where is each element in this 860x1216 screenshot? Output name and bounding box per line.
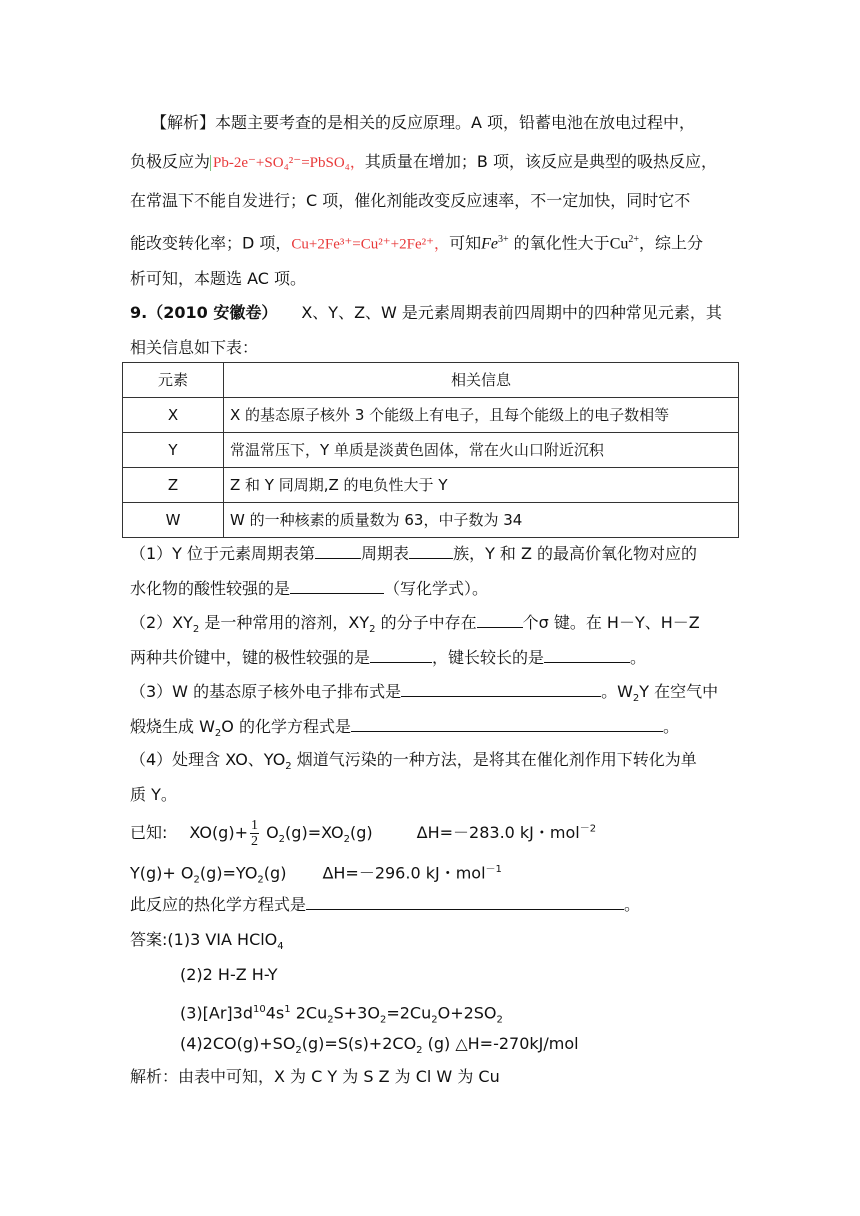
part3-line-2: 煅烧生成 $W_2O$ 的化学方程式是 。 xyxy=(130,717,679,740)
table-row xyxy=(123,468,739,503)
answer-line-4: $(4)2CO(g)+SO_2(g)=S(s)+2CO_2$ (g) △H=-270kJ/mol xyxy=(180,1034,579,1057)
blank-roast-equation[interactable] xyxy=(351,715,663,732)
table-cell-element: X xyxy=(123,398,224,433)
analysis-line-3: 在常温下不能自发进行；C 项，催化剂能改变反应速率，不一定加快，同时它不 xyxy=(130,191,691,210)
thermo-question: 此反应的热化学方程式是 。 xyxy=(130,895,641,914)
table-cell-element: Z xyxy=(123,468,224,503)
table-header-element: 元素 xyxy=(123,363,224,398)
question-header: 9.（2010 安徽卷） X、Y、Z、W 是元素周期表前四周期中的四种常见元素，其 xyxy=(130,303,722,322)
blank-group[interactable] xyxy=(409,542,453,559)
table-cell-info: W 的一种核素的质量数为 63，中子数为 34 xyxy=(224,503,739,538)
blank-bond-length[interactable] xyxy=(544,646,630,663)
analysis-line-1: 【解析】本题主要考查的是相关的反应原理。A 项，铅蓄电池在放电过程中， xyxy=(151,113,696,132)
question-intro-2: 相关信息如下表： xyxy=(130,338,259,357)
blank-thermo-equation[interactable] xyxy=(306,893,624,910)
known-equation-2: $Y(g)+ O_2(g)=YO_2(g)$ ΔH=－296.0 kJ・mol$^{-1}$ xyxy=(130,863,502,886)
element-info-table xyxy=(122,362,739,538)
table-header-row xyxy=(123,363,739,398)
table-header-info: 相关信息 xyxy=(224,363,739,398)
blank-polarity[interactable] xyxy=(370,646,432,663)
part1-line-1: （1）Y 位于元素周期表第 周期表 族，Y 和 Z 的最高价氧化物对应的 xyxy=(130,544,698,563)
table-row xyxy=(123,398,739,433)
blank-electron-config[interactable] xyxy=(401,680,601,697)
blank-period[interactable] xyxy=(315,542,361,559)
part3-line-1: （3）W 的基态原子核外电子排布式是 。$W_2Y$ 在空气中 xyxy=(130,682,719,705)
table-cell-element: Y xyxy=(123,433,224,468)
part2-line-1: $(2)XY_2$ 是一种常用的溶剂，$XY_2$ 的分子中存在 个σ 键。在 H－Y、H－Z xyxy=(130,613,700,636)
part4-line-1: （4）处理含 XO、$YO_2$ 烟道气污染的一种方法，是将其在催化剂作用下转化为单 xyxy=(130,750,697,773)
part4-line-2: 质 Y。 xyxy=(130,785,177,804)
redox-equation: Cu+2Fe³⁺=Cu²⁺+2Fe²⁺， xyxy=(291,236,450,253)
table-cell-info: Z 和 Y 同周期,Z 的电负性大于 Y xyxy=(224,468,739,503)
table-cell-info: X 的基态原子核外 3 个能级上有电子，且每个能级上的电子数相等 xyxy=(224,398,739,433)
table-row xyxy=(123,433,739,468)
table-cell-info: 常温常压下，Y 单质是淡黄色固体，常在火山口附近沉积 xyxy=(224,433,739,468)
table-cell-element: W xyxy=(123,503,224,538)
fraction-half: $\frac{1}{2}$ xyxy=(250,818,258,849)
analysis-line-2: 负极反应为 Pb-2e⁻+SO₄²⁻=PbSO₄，其质量在增加；B 项，该反应是典型的吸热反应， xyxy=(130,152,717,171)
anode-equation: Pb-2e⁻+SO₄²⁻=PbSO₄， xyxy=(210,155,365,171)
table-row xyxy=(123,503,739,538)
answer-line-2: (2)2 H-Z H-Y xyxy=(180,965,278,984)
analysis-line-4: 能改变转化率；D 项，Cu+2Fe³⁺=Cu²⁺+2Fe²⁺，可知$Fe^{3+}$ 的氧化性大于$Cu^{2+}$，综上分 xyxy=(130,233,704,253)
analysis-line-5: 析可知，本题选 AC 项。 xyxy=(130,269,307,288)
question-number: 9.（2010 安徽卷） xyxy=(130,303,278,322)
blank-sigma-bonds[interactable] xyxy=(477,611,523,628)
answer-line-3: $(3)[Ar]3d^{10}4s^1$ $2Cu_2S+3O_2=2Cu_2O+2SO_2$ xyxy=(180,1003,503,1026)
blank-acid[interactable] xyxy=(290,577,384,594)
answer-line-1: 答案:(1)3 VIA HClO$_4$ xyxy=(130,930,284,953)
part2-line-2: 两种共价键中，键的极性较强的是 ，键长较长的是 。 xyxy=(130,648,647,667)
answer-analysis: 解析：由表中可知，X 为 C Y 为 S Z 为 Cl W 为 Cu xyxy=(130,1067,500,1086)
part1-line-2: 水化物的酸性较强的是 （写化学式）。 xyxy=(130,579,489,598)
known-equation-1: 已知: XO(g)+ $\frac{1}{2}$ $O_2(g)=XO_2(g)$ ΔH=－283.0 kJ・mol$^{-2}$ xyxy=(130,818,597,849)
